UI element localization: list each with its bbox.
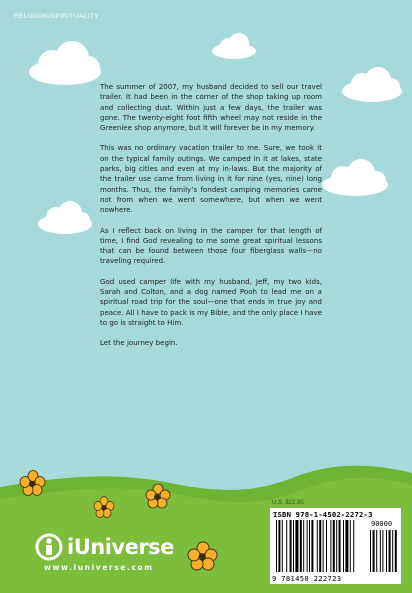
publisher-name: iUniverse (67, 535, 174, 559)
stylized-person-in-circle-icon (35, 533, 63, 561)
barcode-bar (386, 530, 387, 572)
barcode-bar (319, 520, 321, 572)
cloud-mid-right (320, 156, 390, 198)
barcode-bar (286, 520, 287, 572)
barcode-bar (282, 520, 283, 572)
flower-icon (186, 541, 220, 571)
barcode-bar (373, 530, 375, 572)
barcode-bar (376, 530, 377, 572)
price-addon-code: 90000 (371, 520, 393, 528)
barcode-bar (392, 530, 393, 572)
barcode-bar (311, 520, 313, 572)
barcode-bar (317, 520, 318, 572)
barcode-bar (307, 520, 308, 572)
cloud-top-right (340, 64, 404, 104)
barcode-bar (380, 530, 381, 572)
barcode-bar (382, 530, 383, 572)
isbn-text: ISBN 978-1-4502-2272-3 (273, 510, 373, 519)
barcode-bar (353, 520, 354, 572)
ean-barcode (270, 508, 401, 584)
barcode-bar (309, 520, 310, 572)
barcode-bar (295, 520, 298, 572)
barcode-bar (293, 520, 294, 572)
paragraph: As I reflect back on living in the camper for that length of time, I find God revealing to me some great spiritual lessons that can be found between those four fiberglass walls—no traveling required. (100, 225, 322, 266)
publisher-logo (35, 533, 174, 561)
cloud-mid-left (36, 198, 94, 236)
publisher-url: www.iuniverse.com (44, 563, 154, 572)
flower-icon (18, 470, 48, 496)
barcode-bar (290, 520, 292, 572)
flower-icon (92, 496, 116, 518)
barcode-bar (370, 530, 371, 572)
barcode-bar (303, 520, 304, 572)
barcode-bar (336, 520, 337, 572)
paragraph: The summer of 2007, my husband decided to sell our travel trailer. It had been in the corner of the shop taking up room and collecting dust. Within just a few days, the trailer was gone. The twenty-eight foot fifth wheel may not reside in the Greenlee shop anymore, but it will forever be in my memory. (100, 82, 322, 133)
barcode-bar (343, 520, 344, 572)
barcode-bar (389, 530, 391, 572)
flower-icon (144, 483, 172, 509)
barcode-bar (323, 520, 324, 572)
barcode-bar (276, 520, 277, 572)
barcode-bar (350, 520, 351, 572)
barcode-bar (395, 530, 397, 572)
ean-digits: 9 781450 222723 (272, 574, 342, 583)
barcode-bar (326, 520, 327, 572)
paragraph: Let the journey begin. (100, 338, 178, 348)
barcode-bar (278, 520, 280, 572)
barcode-bar (345, 520, 348, 572)
category-label: RELIGION/SPIRITUALITY (14, 13, 99, 20)
back-cover-blurb (100, 82, 322, 359)
barcode-panel (270, 508, 401, 584)
paragraph: This was no ordinary vacation trailer to me. Sure, we took it on the typical family outings. We camped in it at lakes, state parks, big cities and even at my in-laws. But the majority of the trailer use came from living in it for nine (yes, nine) long months. Thus, the family’s fondest camping memories came not from when we went somewhere, but when we went nowhere. (100, 143, 322, 215)
barcode-bar (339, 520, 341, 572)
price-label: U.S. $22.95 (272, 500, 304, 506)
cloud-top-small (210, 30, 258, 60)
paragraph: God used camper life with my husband, Jeff, my two kids, Sarah and Colton, and a dog named Pooh to lead me on a spiritual road trip for the soul—one that ends in true joy and peace. All I have to pack is my Bible, and the only place I have to go is straight to Him. (100, 276, 322, 327)
barcode-bar (300, 520, 302, 572)
barcode-bar (330, 520, 331, 572)
barcode-bar (333, 520, 335, 572)
cloud-top-left (26, 38, 104, 88)
